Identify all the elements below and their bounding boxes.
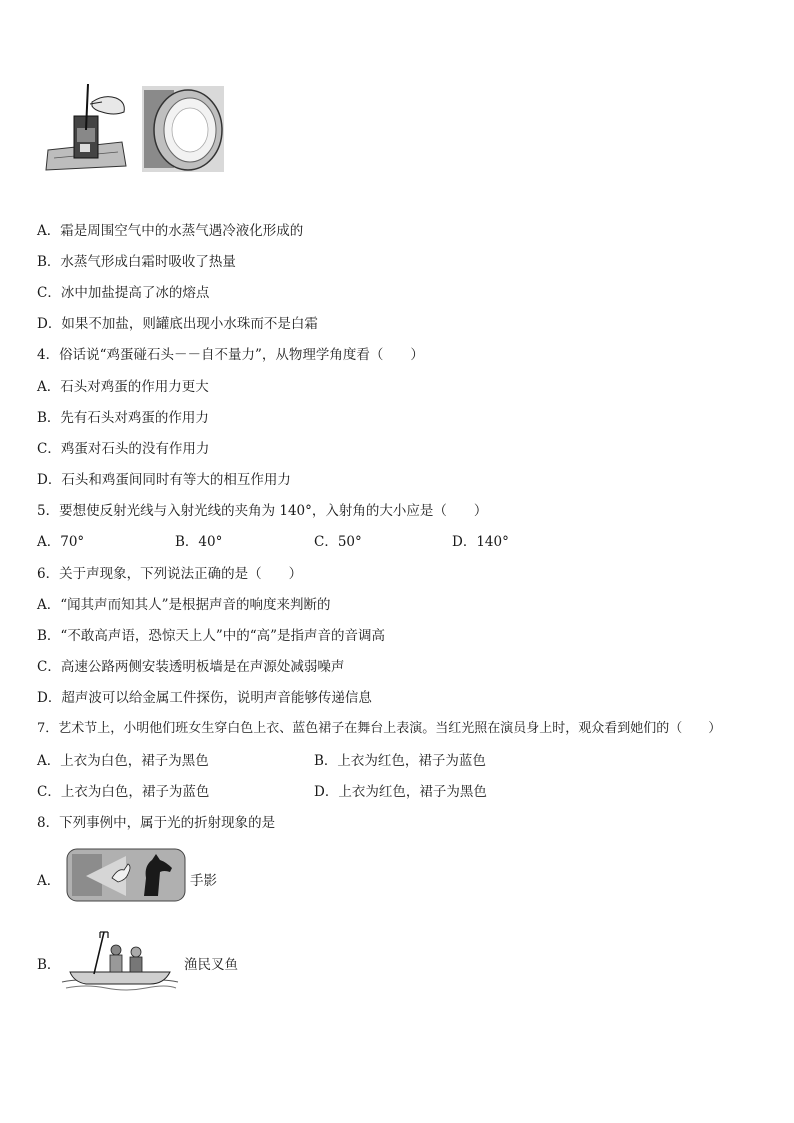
q7-option-a: A．上衣为白色，裙子为黑色 xyxy=(37,753,209,769)
q6-option-a: A．“闻其声而知其人”是根据声音的响度来判断的 xyxy=(37,597,331,613)
q4-option-b: B．先有石头对鸡蛋的作用力 xyxy=(37,410,209,426)
q7-stem: 7．艺术节上，小明他们班女生穿白色上衣、蓝色裙子在舞台上表演。当红光照在演员身上时，观众看到她们的（ ） xyxy=(37,721,722,736)
can-stirring-figure xyxy=(44,80,128,174)
q3-option-c: C．冰中加盐提高了冰的熔点 xyxy=(37,285,210,301)
q6-option-c: C．高速公路两侧安装透明板墙是在声源处减弱噪声 xyxy=(37,659,345,675)
fisherman-spear-figure xyxy=(60,928,180,994)
q6-option-b: B．“不敢高声语，恐惊天上人”中的“高”是指声音的音调高 xyxy=(37,628,386,644)
q8-option-a-label: A． xyxy=(37,873,61,889)
q3-option-d: D．如果不加盐，则罐底出现小水珠而不是白霜 xyxy=(37,316,318,332)
q3-option-b: B．水蒸气形成白霜时吸收了热量 xyxy=(37,254,236,270)
q6-stem: 6．关于声现象，下列说法正确的是（ ） xyxy=(37,566,303,582)
q4-option-a: A．石头对鸡蛋的作用力更大 xyxy=(37,379,209,395)
can-bottom-frost-figure xyxy=(140,84,226,174)
hand-shadow-figure xyxy=(66,848,186,902)
q6-option-d: D．超声波可以给金属工件探伤，说明声音能够传递信息 xyxy=(37,690,372,706)
q8-option-b-label: B． xyxy=(37,957,61,973)
q8-stem: 8．下列事例中，属于光的折射现象的是 xyxy=(37,815,276,831)
q5-option-d: D．140° xyxy=(452,534,509,550)
q5-option-b: B．40° xyxy=(175,534,223,550)
q3-option-a: A．霜是周围空气中的水蒸气遇冷液化形成的 xyxy=(37,223,304,239)
q5-option-c: C．50° xyxy=(314,534,362,550)
q4-option-d: D．石头和鸡蛋间同时有等大的相互作用力 xyxy=(37,472,291,488)
q8-option-b-text: 渔民叉鱼 xyxy=(184,957,238,973)
q5-option-a: A．70° xyxy=(37,534,85,550)
q4-stem: 4．俗话说“鸡蛋碰石头－－自不量力”，从物理学角度看（ ） xyxy=(37,347,424,363)
q7-option-c: C．上衣为白色，裙子为蓝色 xyxy=(37,784,210,800)
q5-stem: 5．要想使反射光线与入射光线的夹角为 140°，入射角的大小应是（ ） xyxy=(37,503,488,519)
q4-option-c: C．鸡蛋对石头的没有作用力 xyxy=(37,441,210,457)
q7-option-d: D．上衣为红色，裙子为黑色 xyxy=(314,784,487,800)
q8-option-a-text: 手影 xyxy=(190,873,217,889)
q7-option-b: B．上衣为红色，裙子为蓝色 xyxy=(314,753,486,769)
